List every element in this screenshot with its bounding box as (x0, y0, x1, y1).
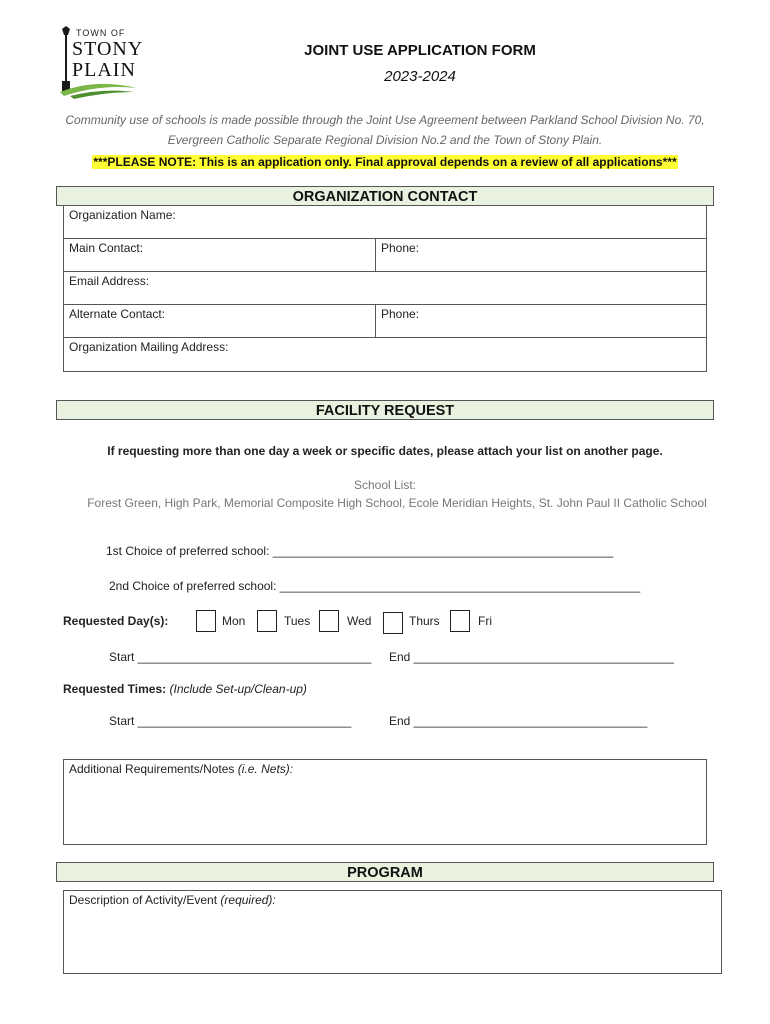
alternate-contact-field[interactable] (63, 304, 376, 338)
additional-notes-label: Additional Requirements/Notes (69, 762, 235, 776)
town-logo (56, 26, 144, 100)
activity-description-field[interactable] (63, 890, 722, 974)
day-wed-label: Wed (347, 614, 372, 628)
main-phone-field[interactable] (375, 238, 707, 272)
requested-times-label-row (63, 682, 307, 696)
form-title: JOINT USE APPLICATION FORM (304, 42, 536, 59)
day-tues-checkbox[interactable] (257, 610, 277, 632)
main-contact-field[interactable] (63, 238, 376, 272)
email-label: Email Address: (69, 274, 150, 288)
day-fri-checkbox[interactable] (450, 610, 470, 632)
form-year: 2023-2024 (384, 68, 456, 85)
day-mon-label: Mon (222, 614, 246, 628)
alternate-contact-label: Alternate Contact: (69, 307, 166, 321)
mailing-address-field[interactable] (63, 337, 707, 372)
date-end-field[interactable]: End _______________________________________ (389, 650, 674, 664)
mailing-address-label: Organization Mailing Address: (69, 340, 229, 354)
school-list-label: School List: (353, 478, 417, 492)
intro-line-1: Community use of schools is made possible through the Joint Use Agreement between Parkland School Division No. 70, (65, 113, 705, 127)
time-end-field[interactable]: End ___________________________________ (389, 714, 648, 728)
day-thurs-label: Thurs (409, 614, 440, 628)
date-start-field[interactable]: Start ___________________________________ (109, 650, 372, 664)
main-contact-label: Main Contact: (69, 241, 144, 255)
organization-contact-heading: ORGANIZATION CONTACT (56, 186, 714, 206)
approval-note (82, 155, 688, 169)
day-mon-checkbox[interactable] (196, 610, 216, 632)
second-choice-field[interactable]: 2nd Choice of preferred school: ______________________________________________________ (109, 579, 641, 593)
day-wed-checkbox[interactable] (319, 610, 339, 632)
activity-description-hint: (required): (220, 893, 276, 907)
intro-line-2: Evergreen Catholic Separate Regional Division No.2 and the Town of Stony Plain. (167, 133, 603, 147)
day-thurs-checkbox[interactable] (383, 612, 403, 634)
alternate-phone-label: Phone: (381, 307, 420, 321)
time-start-field[interactable]: Start ________________________________ (109, 714, 352, 728)
facility-request-heading: FACILITY REQUEST (56, 400, 714, 420)
logo-town-of: TOWN OF (76, 28, 126, 38)
school-list: Forest Green, High Park, Memorial Composite High School, Ecole Meridian Heights, St. John Paul II Catholic School (87, 496, 707, 510)
additional-notes-field[interactable] (63, 759, 707, 845)
email-field[interactable] (63, 271, 707, 305)
alternate-phone-field[interactable] (375, 304, 707, 338)
logo-stony: STONY (72, 38, 144, 60)
facility-instruction: If requesting more than one day a week or specific dates, please attach your list on another page. (107, 444, 663, 458)
day-tues-label: Tues (284, 614, 311, 628)
approval-note-text: ***PLEASE NOTE: This is an application only. Final approval depends on a review of all applications*** (93, 155, 677, 169)
additional-notes-hint: (i.e. Nets): (237, 762, 294, 776)
first-choice-field[interactable]: 1st Choice of preferred school: ___________________________________________________ (106, 544, 614, 558)
intro-text (40, 110, 730, 150)
requested-times-label: Requested Times: (63, 682, 167, 696)
day-fri-label: Fri (478, 614, 492, 628)
program-heading: PROGRAM (56, 862, 714, 882)
organization-name-field[interactable] (63, 205, 707, 239)
requested-times-note: (Include Set-up/Clean-up) (169, 682, 307, 696)
requested-days-label: Requested Day(s): (63, 614, 169, 628)
logo-plain: PLAIN (72, 59, 136, 81)
main-phone-label: Phone: (381, 241, 420, 255)
activity-description-label: Description of Activity/Event (69, 893, 218, 907)
organization-name-label: Organization Name: (69, 208, 176, 222)
